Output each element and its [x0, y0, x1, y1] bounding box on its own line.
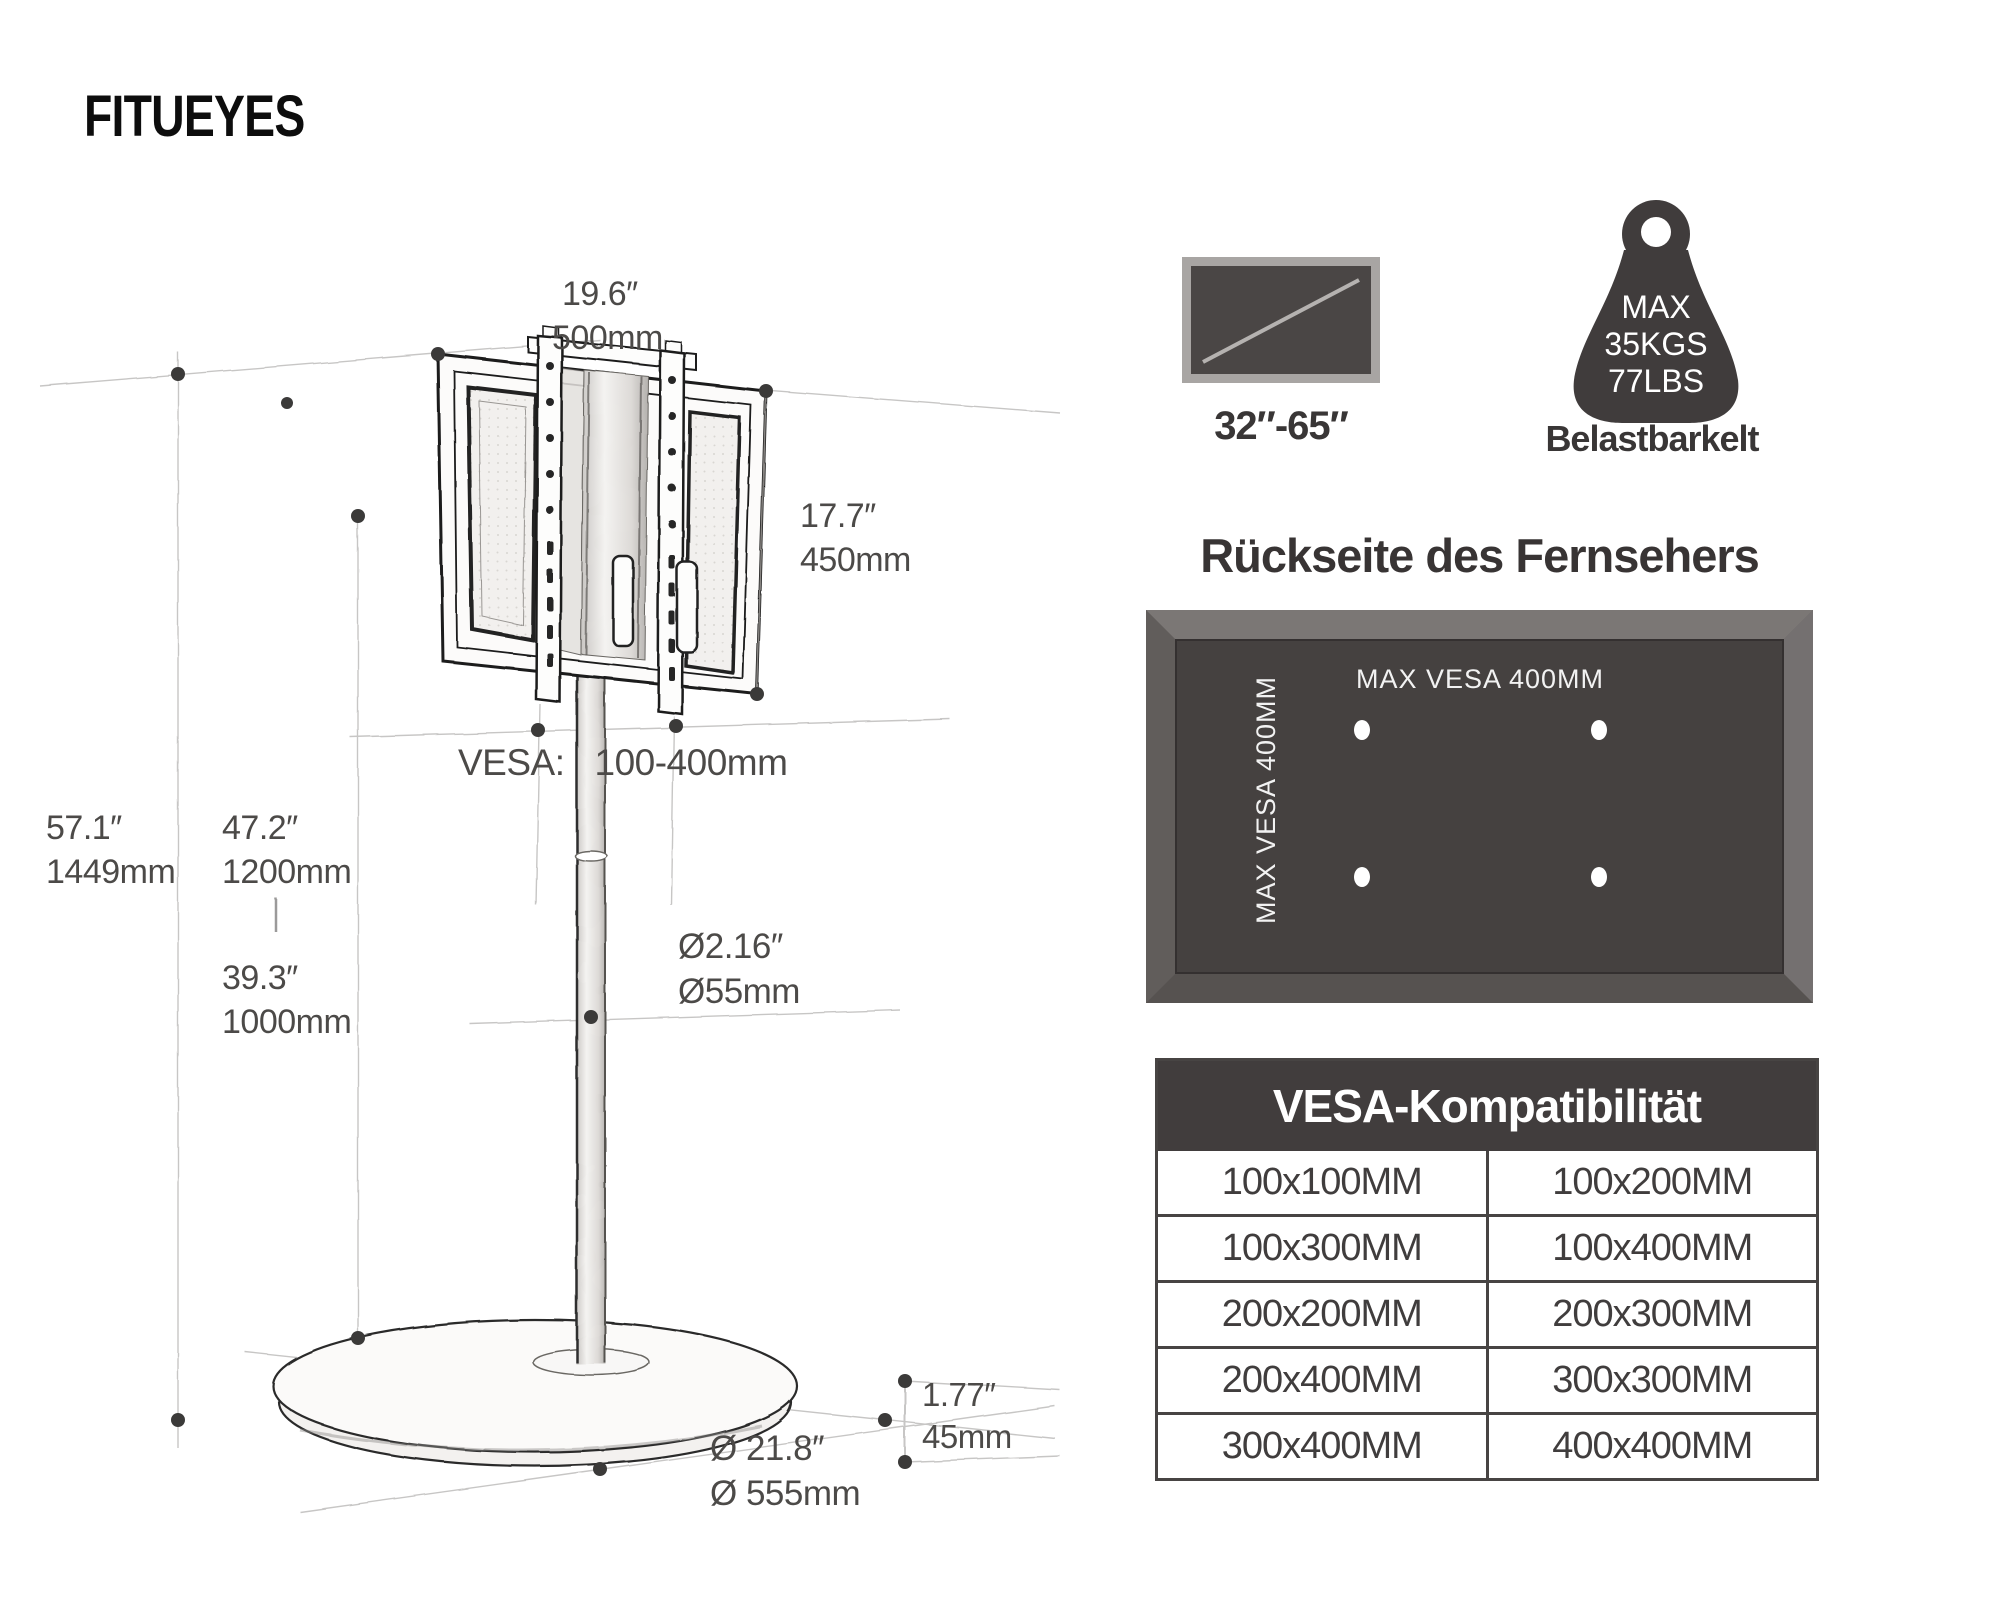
- vesa-cell: 100x200MM: [1489, 1151, 1817, 1214]
- vesa-table-rows: [1158, 1151, 1816, 1478]
- dim-pole-diameter-mm: Ø55mm: [678, 972, 800, 1011]
- dim-pole-diameter-inches: Ø2.16″: [678, 927, 783, 966]
- dim-mount-width-inches: 19.6″: [562, 275, 638, 313]
- vesa-table-title: VESA-Kompatibilität: [1158, 1061, 1816, 1151]
- dim-pole-max: [222, 806, 351, 894]
- dim-base-diameter-mm: Ø 555mm: [710, 1474, 861, 1513]
- vesa-cell: 100x400MM: [1489, 1217, 1817, 1280]
- vesa-cell: 100x300MM: [1158, 1217, 1486, 1280]
- weight-kgs-label: 35KGS: [1604, 326, 1708, 362]
- dim-total-height-mm: 1449mm: [46, 853, 176, 891]
- dim-pole-diameter: [678, 924, 800, 1014]
- dim-mount-height: [800, 494, 911, 582]
- vesa-cell: 300x300MM: [1489, 1349, 1817, 1412]
- tv-back-panel-diagram: [1146, 610, 1813, 1003]
- dim-total-height: [46, 806, 175, 894]
- dim-pole-min: [222, 956, 351, 1044]
- max-vesa-horizontal-label: MAX VESA 400MM: [1355, 664, 1605, 694]
- screen-size-icon-screen: [1191, 266, 1371, 374]
- dim-base-thickness-inches: 1.77″: [922, 1376, 996, 1413]
- weight-capacity-caption: Belastbarkelt: [1545, 418, 1759, 459]
- mount-bracket-sketch: [438, 326, 766, 714]
- weight-capacity-icon: [1552, 192, 1752, 432]
- max-vesa-vertical-label: MAX VESA 400MM: [1251, 675, 1281, 925]
- mount-hook: [677, 562, 697, 652]
- vesa-cell: 200x300MM: [1489, 1283, 1817, 1346]
- dim-vesa-label: VESA:: [458, 742, 565, 783]
- weight-max-label: MAX: [1621, 289, 1691, 325]
- weight-lbs-label: 77LBS: [1607, 363, 1705, 399]
- vesa-cell: 100x100MM: [1158, 1151, 1486, 1214]
- dim-pole-max-mm: 1200mm: [222, 853, 352, 891]
- dim-pole-min-inches: 39.3″: [222, 959, 298, 997]
- mount-hook: [613, 556, 633, 646]
- dim-base-diameter-inches: Ø 21.8″: [710, 1429, 824, 1468]
- dim-vesa-value: 100-400mm: [594, 742, 788, 783]
- screen-size-icon: [1182, 257, 1380, 383]
- brand-logo-fitu: FITU: [84, 84, 184, 149]
- dim-mount-width-mm: 500mm: [552, 319, 663, 357]
- dim-mount-height-mm: 450mm: [800, 541, 911, 579]
- dim-base-thickness-mm: 45mm: [922, 1418, 1012, 1455]
- dim-base-thickness: [922, 1374, 1012, 1458]
- dim-mount-width: [552, 272, 663, 360]
- vesa-cell: 400x400MM: [1489, 1415, 1817, 1478]
- back-panel-title: Rückseite des Fernsehers: [1200, 529, 1759, 582]
- screen-diagonal-icon: [1191, 266, 1371, 374]
- vesa-cell: 200x200MM: [1158, 1283, 1486, 1346]
- brand-logo-eyes: EYES: [183, 84, 305, 149]
- pole-joint-ring: [575, 851, 607, 861]
- vesa-cell: 200x400MM: [1158, 1349, 1486, 1412]
- dim-mount-height-inches: 17.7″: [800, 497, 876, 535]
- vesa-compatibility-table: [1155, 1058, 1819, 1481]
- dim-base-diameter: [710, 1426, 860, 1516]
- dim-total-height-inches: 57.1″: [46, 809, 122, 847]
- dim-vesa-range: [458, 742, 787, 784]
- screen-size-range: 32″-65″: [1214, 404, 1348, 448]
- dim-pole-max-inches: 47.2″: [222, 809, 298, 847]
- vesa-cell: 300x400MM: [1158, 1415, 1486, 1478]
- dim-pole-min-mm: 1000mm: [222, 1003, 352, 1041]
